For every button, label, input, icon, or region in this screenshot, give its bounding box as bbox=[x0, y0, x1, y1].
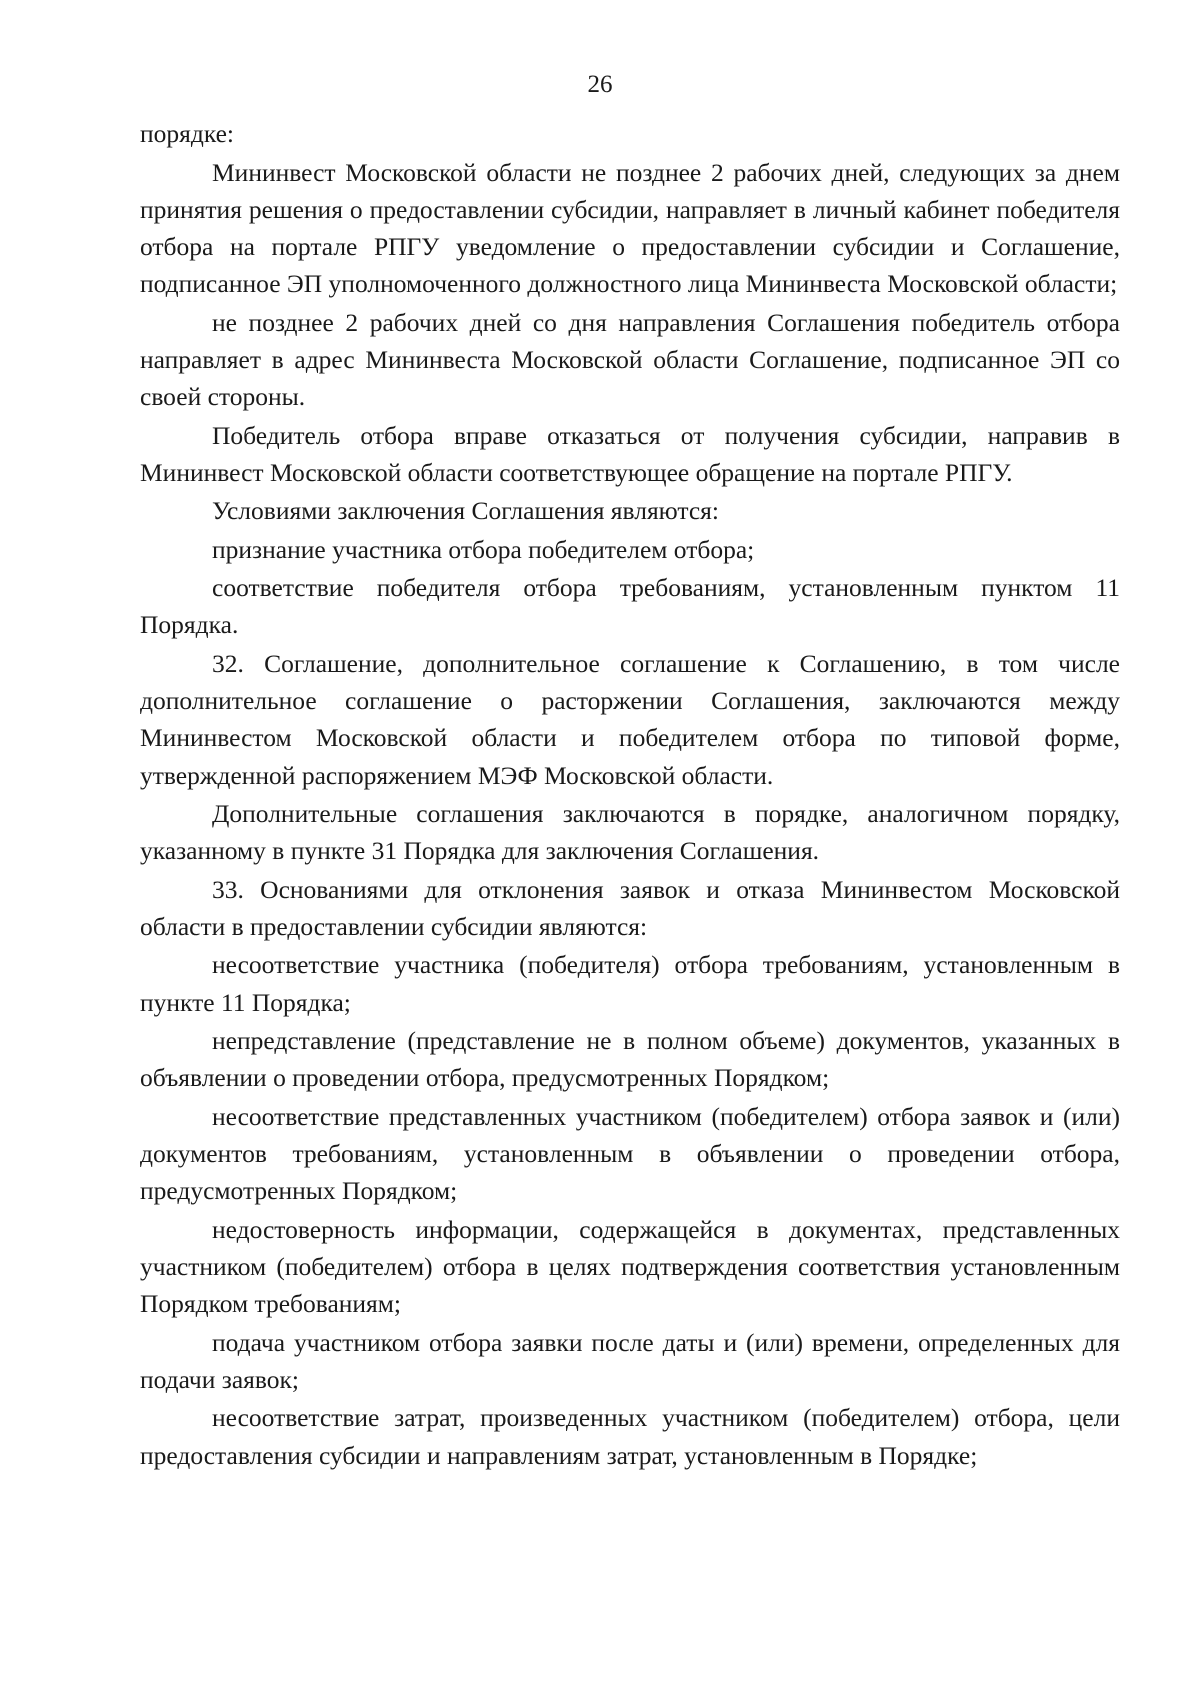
paragraph-ground-noncompliance: несоответствие участника (победителя) отбора требованиям, установленным в пункте 11 Порядка; bbox=[140, 950, 1120, 1017]
paragraph-ground-documents: несоответствие представленных участником (победителем) отбора заявок и (или) документов требованиям, установленным в объявлении о проведении отбора, предусмотренных Порядком; bbox=[140, 1101, 1120, 1206]
paragraph-ground-costs: несоответствие затрат, произведенных участником (победителем) отбора, цели предоставления субсидии и направлениям затрат, установленным в Порядке; bbox=[140, 1403, 1120, 1470]
paragraph-ground-inaccuracy: недостоверность информации, содержащейся в документах, представленных участником (победителем) отбора в целях подтверждения соответствия установленным Порядком требованиям; bbox=[140, 1214, 1120, 1319]
page-number: 26 bbox=[587, 71, 613, 98]
paragraph-winner-signing: не позднее 2 рабочих дней со дня направления Соглашения победитель отбора направляет в адрес Мининвеста Московской области Соглашение, подписанное ЭП со своей стороны. bbox=[140, 307, 1120, 412]
paragraph-notification: Мининвест Московской области не позднее 2 рабочих дней, следующих за днем принятия решения о предоставлении субсидии, направляет в личный кабинет победителя отбора на портале РПГУ уведомление о предоставлении субсидии и Соглашение, подписанное ЭП уполномоченного должностного лица Мининвеста Московской области; bbox=[140, 157, 1120, 299]
document-body bbox=[140, 115, 1120, 1475]
paragraph-continuation: порядке: bbox=[140, 119, 235, 148]
paragraph-clause-33: 33. Основаниями для отклонения заявок и отказа Мининвестом Московской области в предоставлении субсидии являются: bbox=[140, 874, 1120, 941]
paragraph-ground-late-submission: подача участником отбора заявки после даты и (или) времени, определенных для подачи заявок; bbox=[140, 1327, 1120, 1394]
paragraph-conditions-heading: Условиями заключения Соглашения являются: bbox=[212, 496, 719, 526]
paragraph-ground-nonsubmission: непредставление (представление не в полном объеме) документов, указанных в объявлении о проведении отбора, предусмотренных Порядком; bbox=[140, 1026, 1120, 1093]
paragraph-additional-agreements: Дополнительные соглашения заключаются в порядке, аналогичном порядку, указанному в пункте 31 Порядка для заключения Соглашения. bbox=[140, 799, 1120, 866]
paragraph-condition-recognition: признание участника отбора победителем отбора; bbox=[212, 534, 755, 564]
paragraph-clause-32: 32. Соглашение, дополнительное соглашение к Соглашению, в том числе дополнительное соглашение о расторжении Соглашения, заключаются между Мининвестом Московской области и победителем отбора по типовой форме, утвержденной распоряжением МЭФ Московской области. bbox=[140, 648, 1120, 790]
paragraph-condition-compliance: соответствие победителя отбора требованиям, установленным пунктом 11 Порядка. bbox=[140, 573, 1120, 640]
paragraph-refusal: Победитель отбора вправе отказаться от получения субсидии, направив в Мининвест Московской области соответствующее обращение на портале РПГУ. bbox=[140, 420, 1120, 487]
